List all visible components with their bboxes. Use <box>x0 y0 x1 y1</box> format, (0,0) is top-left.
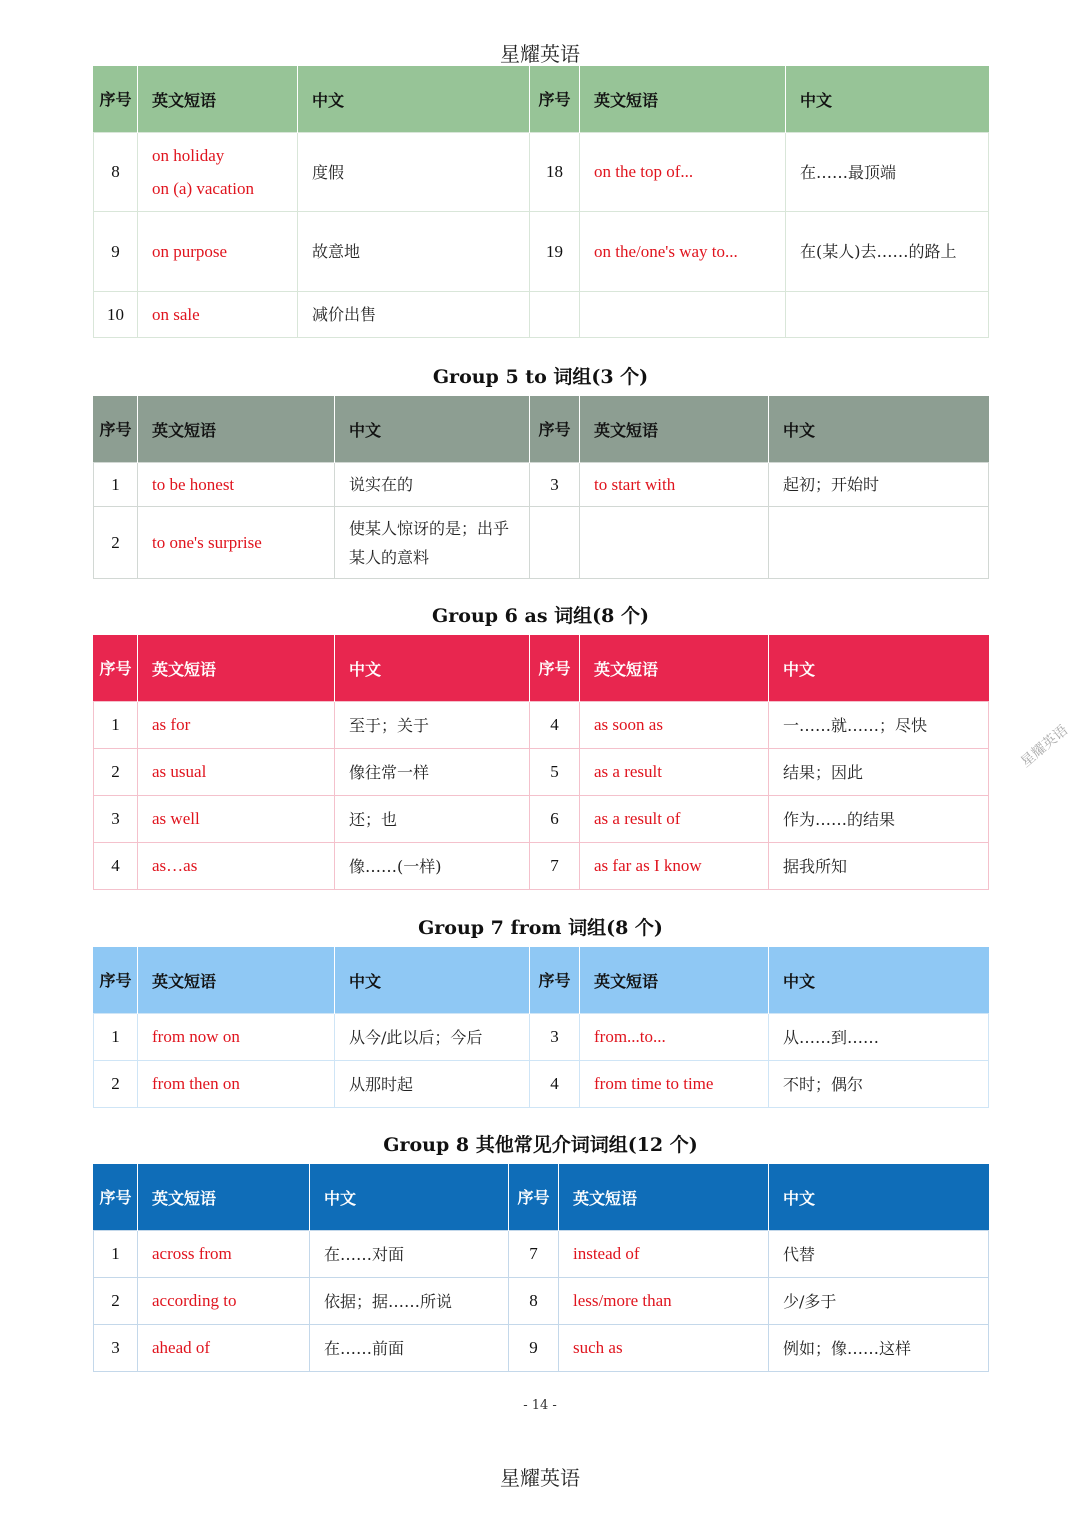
english-phrase: as a result of <box>580 796 769 843</box>
chinese-meaning: 还；也 <box>335 796 530 843</box>
english-phrase: from now on <box>138 1014 335 1061</box>
row-number: 2 <box>94 1061 138 1108</box>
row-number: 6 <box>530 796 580 843</box>
page-footer-title: 星耀英语 <box>500 1466 580 1490</box>
col-header-chinese: 中文 <box>769 948 989 1014</box>
chinese-meaning: 结果；因此 <box>769 749 989 796</box>
chinese-meaning: 起初；开始时 <box>769 463 989 507</box>
row-number: 5 <box>530 749 580 796</box>
table-header-row <box>94 1165 989 1231</box>
col-header-no: 序号 <box>94 1165 138 1231</box>
col-header-english: 英文短语 <box>138 397 335 463</box>
col-header-chinese: 中文 <box>335 636 530 702</box>
row-number: 9 <box>509 1325 559 1372</box>
chinese-meaning: 作为……的结果 <box>769 796 989 843</box>
table-row <box>94 796 989 843</box>
table-row <box>94 1014 989 1061</box>
col-header-english: 英文短语 <box>580 67 786 133</box>
phrase-table-group4 <box>93 66 989 338</box>
row-number: 1 <box>94 702 138 749</box>
table-row <box>94 292 989 338</box>
row-number: 2 <box>94 1278 138 1325</box>
chinese-meaning: 从那时起 <box>335 1061 530 1108</box>
english-phrase <box>580 507 769 579</box>
row-number: 7 <box>509 1231 559 1278</box>
col-header-no: 序号 <box>530 397 580 463</box>
table-header-row <box>94 636 989 702</box>
english-phrase: as soon as <box>580 702 769 749</box>
english-phrase: as well <box>138 796 335 843</box>
row-number: 4 <box>94 843 138 890</box>
chinese-meaning: 说实在的 <box>335 463 530 507</box>
col-header-no: 序号 <box>509 1165 559 1231</box>
group7-title: Group 7 from 词组(8 个) <box>418 917 663 939</box>
phrase-table-group8 <box>93 1164 989 1372</box>
english-phrase: on the top of... <box>580 133 786 212</box>
chinese-meaning: 据我所知 <box>769 843 989 890</box>
row-number: 3 <box>530 463 580 507</box>
col-header-english: 英文短语 <box>580 948 769 1014</box>
chinese-meaning <box>786 292 989 338</box>
row-number: 19 <box>530 212 580 292</box>
english-phrase: ahead of <box>138 1325 310 1372</box>
row-number: 9 <box>94 212 138 292</box>
english-phrase-line: on (a) vacation <box>152 179 254 198</box>
english-phrase: instead of <box>559 1231 769 1278</box>
table-row <box>94 463 989 507</box>
table-row <box>94 1231 989 1278</box>
table-row <box>94 843 989 890</box>
chinese-meaning: 依据；据……所说 <box>310 1278 509 1325</box>
english-phrase: as…as <box>138 843 335 890</box>
row-number: 4 <box>530 1061 580 1108</box>
chinese-meaning: 在……对面 <box>310 1231 509 1278</box>
english-phrase: from time to time <box>580 1061 769 1108</box>
chinese-meaning: 在……前面 <box>310 1325 509 1372</box>
table-row <box>94 133 989 212</box>
col-header-chinese: 中文 <box>335 948 530 1014</box>
row-number <box>530 292 580 338</box>
watermark: 星耀英语 <box>1017 722 1072 771</box>
chinese-meaning: 例如；像……这样 <box>769 1325 989 1372</box>
page-number: - 14 - <box>523 1398 557 1413</box>
chinese-meaning: 在(某人)去……的路上 <box>786 212 989 292</box>
group6-title: Group 6 as 词组(8 个) <box>432 605 649 627</box>
col-header-english: 英文短语 <box>559 1165 769 1231</box>
chinese-meaning: 至于；关于 <box>335 702 530 749</box>
col-header-chinese: 中文 <box>335 397 530 463</box>
row-number: 8 <box>509 1278 559 1325</box>
table-row <box>94 702 989 749</box>
group8-title: Group 8 其他常见介词词组(12 个) <box>383 1134 698 1156</box>
chinese-meaning: 一……就……；尽快 <box>769 702 989 749</box>
col-header-english: 英文短语 <box>580 636 769 702</box>
page-header: 星耀英语 <box>500 42 580 66</box>
col-header-chinese: 中文 <box>310 1165 509 1231</box>
row-number: 2 <box>94 749 138 796</box>
chinese-meaning: 从……到…… <box>769 1014 989 1061</box>
row-number: 3 <box>94 1325 138 1372</box>
phrase-table-group6 <box>93 635 989 890</box>
row-number: 7 <box>530 843 580 890</box>
col-header-english: 英文短语 <box>138 948 335 1014</box>
row-number <box>530 507 580 579</box>
english-phrase <box>580 292 786 338</box>
chinese-meaning: 使某人惊讶的是；出乎某人的意料 <box>335 507 530 579</box>
chinese-meaning: 少/多于 <box>769 1278 989 1325</box>
table-row <box>94 1061 989 1108</box>
english-phrase: according to <box>138 1278 310 1325</box>
col-header-no: 序号 <box>94 397 138 463</box>
col-header-chinese: 中文 <box>769 1165 989 1231</box>
english-phrase: to start with <box>580 463 769 507</box>
english-phrase: to one's surprise <box>138 507 335 579</box>
col-header-no: 序号 <box>94 948 138 1014</box>
table-row <box>94 1278 989 1325</box>
col-header-english: 英文短语 <box>138 636 335 702</box>
row-number: 3 <box>94 796 138 843</box>
english-phrase: on purpose <box>138 212 298 292</box>
col-header-no: 序号 <box>530 948 580 1014</box>
col-header-no: 序号 <box>530 636 580 702</box>
table-row <box>94 1325 989 1372</box>
chinese-meaning: 在……最顶端 <box>786 133 989 212</box>
row-number: 10 <box>94 292 138 338</box>
english-phrase: as for <box>138 702 335 749</box>
col-header-chinese: 中文 <box>769 636 989 702</box>
chinese-meaning: 不时；偶尔 <box>769 1061 989 1108</box>
chinese-meaning: 像往常一样 <box>335 749 530 796</box>
english-phrase: as a result <box>580 749 769 796</box>
col-header-chinese: 中文 <box>786 67 989 133</box>
group5-title: Group 5 to 词组(3 个) <box>432 366 649 388</box>
english-phrase <box>138 133 298 212</box>
english-phrase: as far as I know <box>580 843 769 890</box>
chinese-meaning: 从今/此以后；今后 <box>335 1014 530 1061</box>
col-header-english: 英文短语 <box>138 67 298 133</box>
table-row <box>94 507 989 579</box>
row-number: 1 <box>94 1014 138 1061</box>
row-number: 2 <box>94 507 138 579</box>
english-phrase: on sale <box>138 292 298 338</box>
english-phrase: as usual <box>138 749 335 796</box>
row-number: 1 <box>94 1231 138 1278</box>
row-number: 18 <box>530 133 580 212</box>
table-header-row <box>94 67 989 133</box>
english-phrase: from...to... <box>580 1014 769 1061</box>
english-phrase: across from <box>138 1231 310 1278</box>
table-row <box>94 212 989 292</box>
col-header-no: 序号 <box>530 67 580 133</box>
col-header-english: 英文短语 <box>138 1165 310 1231</box>
chinese-meaning: 代替 <box>769 1231 989 1278</box>
col-header-no: 序号 <box>94 636 138 702</box>
chinese-meaning: 减价出售 <box>298 292 530 338</box>
english-phrase-line: on holiday <box>152 146 225 165</box>
english-phrase: such as <box>559 1325 769 1372</box>
phrase-table-group5 <box>93 396 989 579</box>
col-header-english: 英文短语 <box>580 397 769 463</box>
col-header-chinese: 中文 <box>769 397 989 463</box>
chinese-meaning <box>769 507 989 579</box>
chinese-meaning: 度假 <box>298 133 530 212</box>
english-phrase: on the/one's way to... <box>580 212 786 292</box>
table-row <box>94 749 989 796</box>
english-phrase: to be honest <box>138 463 335 507</box>
phrase-table-group7 <box>93 947 989 1108</box>
row-number: 8 <box>94 133 138 212</box>
col-header-chinese: 中文 <box>298 67 530 133</box>
chinese-meaning: 故意地 <box>298 212 530 292</box>
table-header-row <box>94 948 989 1014</box>
col-header-no: 序号 <box>94 67 138 133</box>
english-phrase: from then on <box>138 1061 335 1108</box>
row-number: 1 <box>94 463 138 507</box>
english-phrase: less/more than <box>559 1278 769 1325</box>
table-header-row <box>94 397 989 463</box>
chinese-meaning: 像……(一样) <box>335 843 530 890</box>
row-number: 4 <box>530 702 580 749</box>
row-number: 3 <box>530 1014 580 1061</box>
